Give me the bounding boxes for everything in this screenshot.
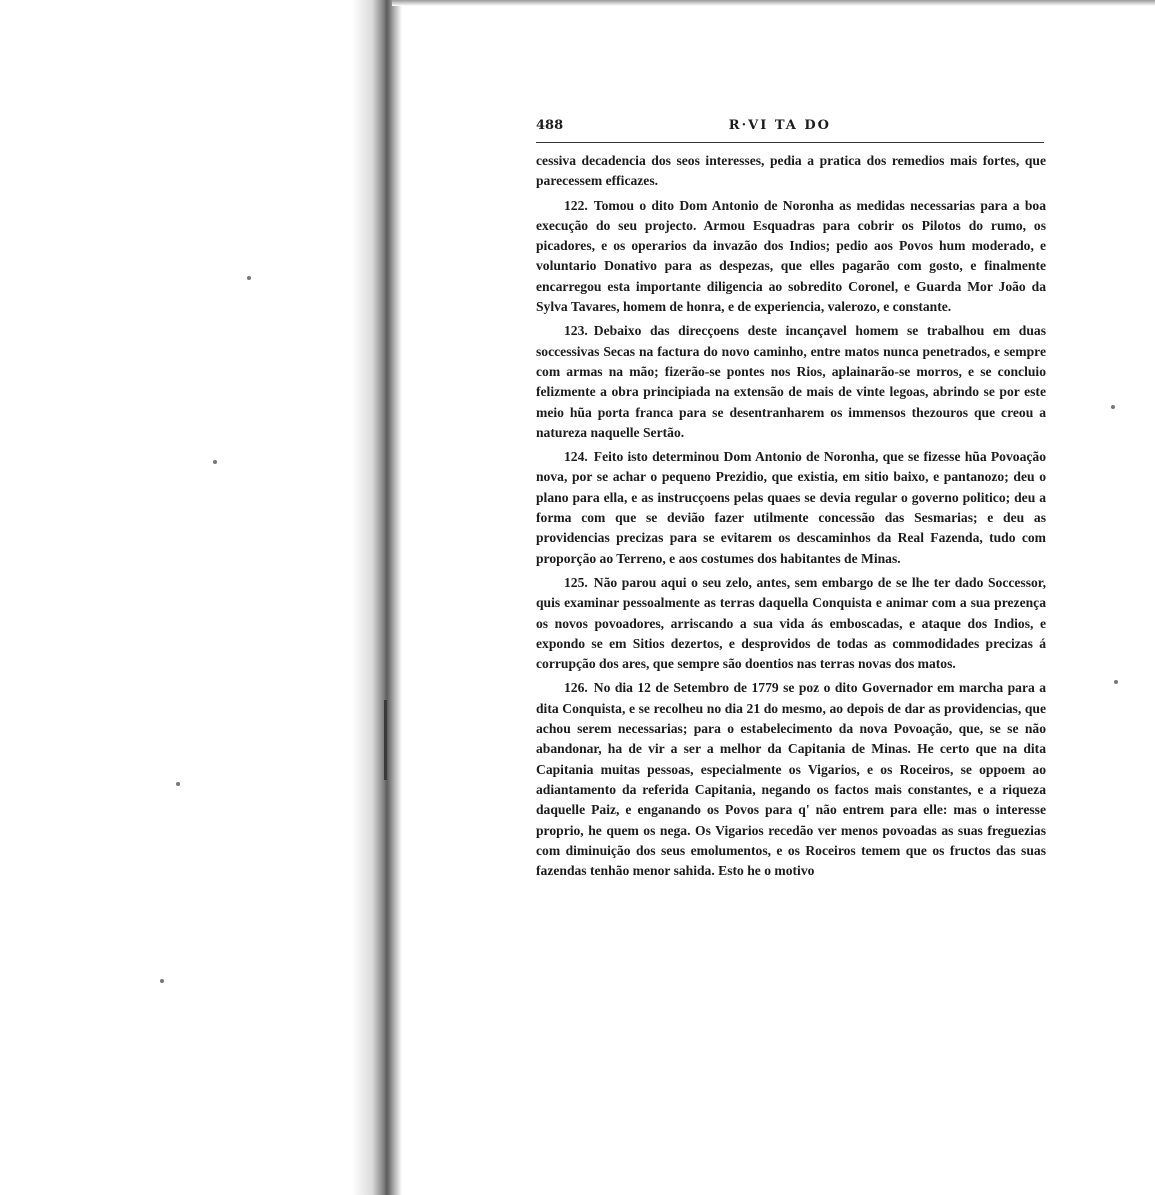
paragraph-125: [536, 573, 1046, 674]
paragraph-number: 126.: [564, 680, 588, 696]
paragraph-126: [536, 678, 1046, 881]
page-number: 488: [536, 118, 564, 133]
header-rule: [536, 142, 1044, 143]
body-text: [536, 151, 1046, 881]
paragraph-text: Feito isto determinou Dom Antonio de Noronha, que se fizesse hũa Povoação nova, por se achar o pequeno Prezidio, que existia, em sitio baixo, e pantanozo; deu o plano para ella, e as instrucçoens pelas quaes se devia regular o governo politico; deu a forma com que se devião fazer utilmente concessão das Sesmarias; e deu as providencias precizas para se evitarem os descaminhos da Real Fazenda, tudo com proporção ao Terreno, e aos costumes dos habitantes de Minas.: [536, 449, 1046, 566]
paragraph-123: [536, 321, 1046, 443]
scan-speck: [247, 276, 251, 280]
paragraph-text: No dia 12 de Setembro de 1779 se poz o dito Governador em marcha para a dita Conquista, e se recolheu no dia 21 do mesmo, ao depois de dar as providencias, que achou serem necessarias; para o estabelecimento da nova Povoação, que, se se não abandonar, ha de vir a ser a melhor da Capitania de Minas. He certo que na dita Capitania muitas pessoas, especialmente os Vigarios, e os Roceiros, se oppoem ao adiantamento da referida Capitania, negando os factos mais constantes, e a riqueza daquelle Paiz, e enganando os Povos para q' não entrem para elle: mas o interesse proprio, he quem os nega. Os Vigarios recedão ver menos povoadas as suas freguezias com diminuição dos seus emolumentos, e os Roceiros temem que os fructos das suas fazendas tenhão menor sahida. Esto he o motivo: [536, 680, 1046, 879]
paragraph-124: [536, 447, 1046, 569]
paragraph-number: 123.: [564, 323, 588, 339]
book-spine-shadow: [352, 0, 402, 1195]
paragraph-number: 125.: [564, 574, 588, 590]
paragraph-text: cessiva decadencia dos seos interesses, pedia a pratica dos remedios mais fortes, que parecessem efficazes.: [536, 153, 1046, 189]
scan-speck: [1111, 405, 1115, 409]
running-title: R·VI TA DO: [728, 118, 831, 133]
paragraph-text: Debaixo das direcçoens deste incançavel homem se trabalhou em duas soccessivas Secas na factura do novo caminho, entre matos nunca penetrados, e sempre com armas na mão; fizerão-se pontes nos Rios, aplainarão-se morros, e se concluio felizmente a obra principiada na extensão de mais de vinte legoas, abrindo se por este meio hũa porta franca para se desentranharem os immensos thezouros que creou a natureza naquelle Sertão.: [536, 323, 1046, 440]
paragraph-number: 124.: [564, 449, 588, 465]
paragraph-number: 122.: [564, 197, 588, 213]
scan-speck: [1114, 680, 1118, 684]
gutter-mark: [384, 700, 387, 780]
paragraph-text: Não parou aqui o seu zelo, antes, sem embargo de se lhe ter dado Soccessor, quis examinar pessoalmente as terras daquella Conquista e animar com a sua prezença os novos povoadores, arriscando a sua vida ás emboscadas, e ataque dos Indios, e expondo se em Sitios dezertos, e desprovidos de todas as commodidades precizas á corrupção dos ares, que sempre são doentios nas terras novas dos matos.: [536, 574, 1046, 672]
scan-speck: [176, 782, 180, 786]
paragraph-text: Tomou o dito Dom Antonio de Noronha as medidas necessarias para a boa execução do seu projecto. Armou Esquadras para cobrir os Pilotos do rumo, os picadores, e os operarios da invazão dos Indios; pedio aos Povos hum moderado, e voluntario Donativo para as despezas, que elles pagarão com gosto, e finalmente encarregou esta importante diligencia ao sobredito Coronel, e Guarda Mor João da Sylva Tavares, homem de honra, e de experiencia, valerozo, e constante.: [536, 197, 1046, 315]
page-top-edge: [392, 0, 1155, 6]
paragraph-continued: [536, 151, 1046, 192]
book-page: [536, 118, 1046, 885]
page-header: [536, 118, 1046, 138]
paragraph-122: [536, 196, 1046, 318]
scan-speck: [160, 979, 164, 983]
scan-speck: [213, 460, 217, 464]
